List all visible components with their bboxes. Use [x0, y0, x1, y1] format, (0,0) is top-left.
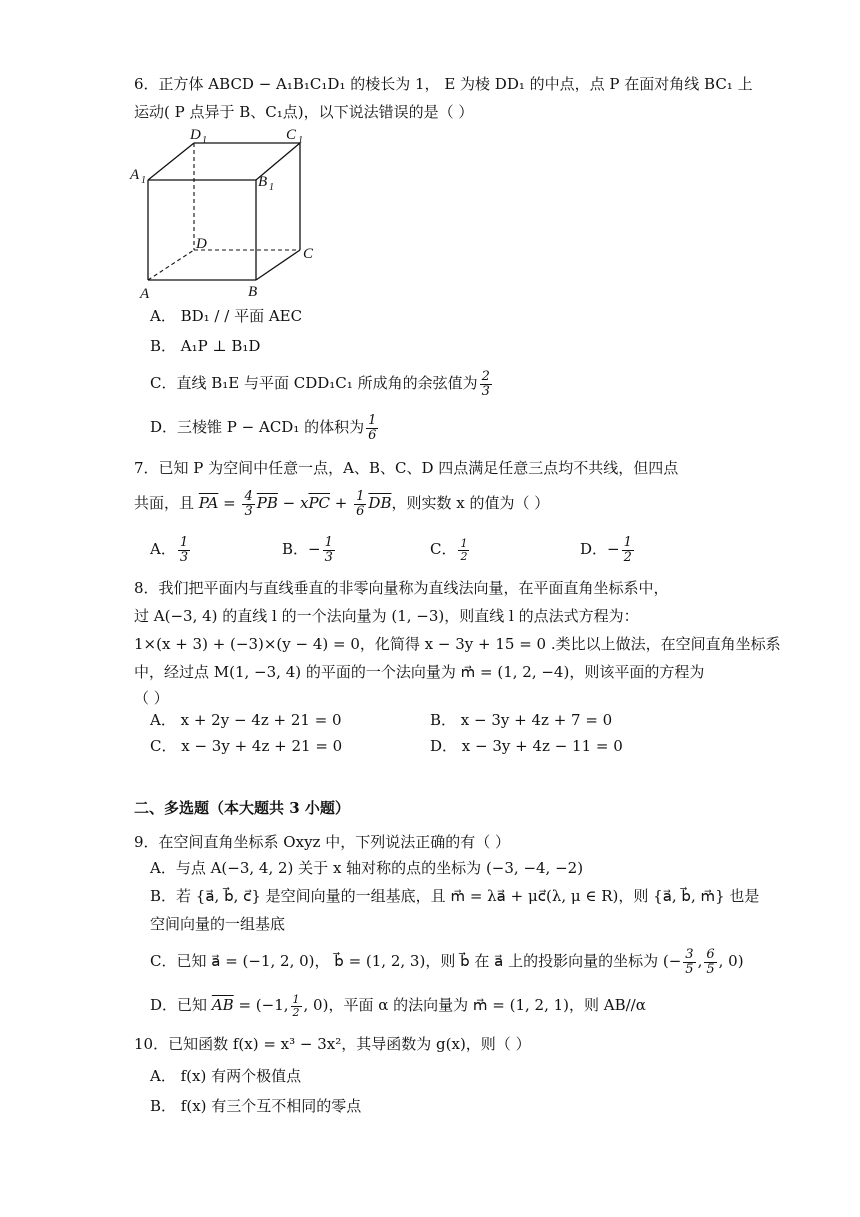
- q6-option-d-fraction: [366, 414, 378, 443]
- label-A1: A: [130, 167, 140, 183]
- q6-option-b: B． A₁P ⊥ B₁D: [150, 337, 261, 355]
- q7-plus: +: [330, 494, 353, 512]
- q9-c-f2-den: 5: [706, 961, 715, 977]
- q7-d-fraction: [622, 536, 634, 565]
- vector-db: $\overline{DB}$: [368, 494, 392, 512]
- label-B1-sub: 1: [269, 182, 274, 193]
- q10-option-b: B． f(x) 有三个互不相同的零点: [150, 1097, 362, 1115]
- label-D1-sub: 1: [202, 135, 207, 146]
- label-D1: D: [190, 127, 201, 143]
- q9-option-c: [150, 944, 744, 978]
- q9-option-b-line1: B．若 {a⃗, b⃗, c⃗} 是空间向量的一组基底，且 m⃗ = λa⃗ + μc⃗(λ, μ ∈ R)，则 {a⃗, b⃗, m⃗} 也是: [150, 887, 760, 905]
- q7-b-den: 3: [324, 549, 333, 565]
- q7-b-num: 1: [324, 534, 333, 550]
- q10-stem: 10．已知函数 f(x) = x³ − 3x²，其导函数为 g(x)，则（ ）: [134, 1035, 531, 1053]
- q6-optd-num: 1: [368, 412, 377, 428]
- q8-line3: 1×(x + 3) + (−3)×(y − 4) = 0，化简得 x − 3y + 15 = 0 .类比以上做法，在空间直角坐标系: [134, 635, 781, 653]
- q7-a-fraction: [178, 536, 190, 565]
- q8-option-c: C． x − 3y + 4z + 21 = 0: [150, 737, 343, 755]
- q7-d-den: 2: [623, 549, 632, 565]
- q7-c-den: 2: [460, 549, 468, 563]
- q7-eq: =: [218, 494, 241, 512]
- q7-c-num: 1: [460, 536, 468, 550]
- vector-pa: $\overline{PA}$: [198, 494, 219, 512]
- q7-fraction-2: [354, 490, 366, 519]
- q9-stem: 9．在空间直角坐标系 Oxyz 中，下列说法正确的有（ ）: [134, 833, 510, 851]
- q7-minus-x: − x: [277, 494, 309, 512]
- q6-option-d: [150, 410, 380, 444]
- cube-figure: [128, 124, 328, 304]
- q7-c-fraction: [458, 538, 469, 563]
- q7-a-den: 3: [179, 549, 189, 565]
- q6-option-a: A． BD₁ / / 平面 AEC: [150, 307, 303, 325]
- label-C: C: [303, 246, 314, 262]
- q8-line5: （ ）: [134, 689, 169, 707]
- q7-b-label: B．−: [282, 540, 321, 558]
- q7-stem-pre: 共面，且: [134, 494, 195, 512]
- section-title: 二、多选题（本大题共 3 小题）: [134, 799, 350, 817]
- q6-option-c-fraction: [480, 370, 492, 399]
- q6-option-c-text: C．直线 B₁E 与平面 CDD₁C₁ 所成角的余弦值为: [150, 374, 478, 392]
- vector-ab: $\overline{AB}$: [211, 996, 234, 1014]
- q8-line4: 中，经过点 M(1, −3, 4) 的平面的一个法向量为 m⃗ = (1, 2, −4)，则该平面的方程为: [134, 663, 705, 681]
- q8-option-d: D． x − 3y + 4z − 11 = 0: [430, 737, 623, 755]
- q8-option-a: A． x + 2y − 4z + 21 = 0: [150, 711, 342, 729]
- q7-f1-den: 3: [244, 503, 253, 519]
- q7-option-c: [430, 532, 471, 566]
- q9-option-d: [150, 990, 646, 1020]
- q7-a-label: A．: [150, 540, 176, 558]
- q10-option-a: A． f(x) 有两个极值点: [150, 1067, 302, 1085]
- q6-optc-den: 3: [481, 383, 490, 399]
- label-B: B: [248, 284, 258, 300]
- q7-f2-num: 1: [356, 488, 365, 504]
- q6-optd-den: 6: [368, 427, 377, 443]
- q7-fraction-1: [242, 490, 254, 519]
- q6-optc-num: 2: [481, 368, 490, 384]
- q7-f2-den: 6: [356, 503, 365, 519]
- label-A: A: [140, 286, 150, 302]
- q9-c-f1-den: 5: [685, 961, 694, 977]
- q7-b-fraction: [323, 536, 335, 565]
- q9-c-mid: ,: [697, 952, 703, 970]
- vector-pb: $\overline{PB}$: [256, 494, 278, 512]
- q8-line2: 过 A(−3, 4) 的直线 l 的一个法向量为 (1, −3)，则直线 l 的点法式方程为：: [134, 607, 639, 625]
- q9-c-fraction-2: [704, 948, 716, 977]
- q9-c-f1-num: 3: [685, 946, 694, 962]
- q9-d-fraction: [291, 994, 302, 1019]
- q8-line1: 8．我们把平面内与直线垂直的非零向量称为直线法向量，在平面直角坐标系中，: [134, 579, 669, 597]
- q7-f1-num: 4: [244, 488, 253, 504]
- label-D: D: [196, 236, 207, 252]
- q6-option-d-text: D．三棱锥 P − ACD₁ 的体积为: [150, 418, 365, 436]
- q7-d-num: 1: [623, 534, 632, 550]
- label-C1-sub: 1: [298, 135, 303, 146]
- q9-d-den: 2: [292, 1005, 300, 1019]
- q9-c-post: , 0): [718, 952, 744, 970]
- q9-option-a: A．与点 A(−3, 4, 2) 关于 x 轴对称的点的坐标为 (−3, −4, −2): [150, 859, 584, 877]
- q9-c-f2-num: 6: [706, 946, 715, 962]
- q7-a-num: 1: [179, 534, 189, 550]
- q7-option-b: [282, 532, 337, 566]
- q8-option-b: B． x − 3y + 4z + 7 = 0: [430, 711, 613, 729]
- q9-c-pre: C．已知 a⃗ = (−1, 2, 0)， b⃗ = (1, 2, 3)，则 b⃗ 在 a⃗ 上的投影向量的坐标为 (−: [150, 952, 682, 970]
- q9-option-b-line2: 空间向量的一组基底: [150, 915, 286, 933]
- q7-d-label: D．−: [580, 540, 620, 558]
- q9-d-eq: = (−1,: [233, 996, 289, 1014]
- q7-option-a: [150, 532, 192, 566]
- label-C1: C: [286, 127, 297, 143]
- q7-stem-post: ，则实数 x 的值为（ ）: [391, 494, 550, 512]
- q9-d-pre: D．已知: [150, 996, 208, 1014]
- label-B1: B: [258, 174, 268, 190]
- q9-d-num: 1: [292, 992, 300, 1006]
- q7-stem-line1: 7．已知 P 为空间中任意一点，A、B、C、D 四点满足任意三点均不共线，但四点: [134, 459, 679, 477]
- q7-c-label: C．: [430, 540, 457, 558]
- q6-option-c: [150, 366, 494, 400]
- q6-stem-line2: 运动( P 点异于 B、C₁点)，以下说法错误的是（ ）: [134, 103, 474, 121]
- q9-c-fraction-1: [683, 948, 695, 977]
- vector-pc: $\overline{PC}$: [308, 494, 331, 512]
- label-A1-sub: 1: [141, 175, 146, 186]
- q7-option-d: [580, 532, 636, 566]
- q6-stem-line1: 6．正方体 ABCD − A₁B₁C₁D₁ 的棱长为 1， E 为棱 DD₁ 的中点，点 P 在面对角线 BC₁ 上: [134, 75, 753, 93]
- q7-stem-line2: [134, 486, 549, 520]
- q9-d-post: , 0)，平面 α 的法向量为 m⃗ = (1, 2, 1)，则 AB//α: [303, 996, 646, 1014]
